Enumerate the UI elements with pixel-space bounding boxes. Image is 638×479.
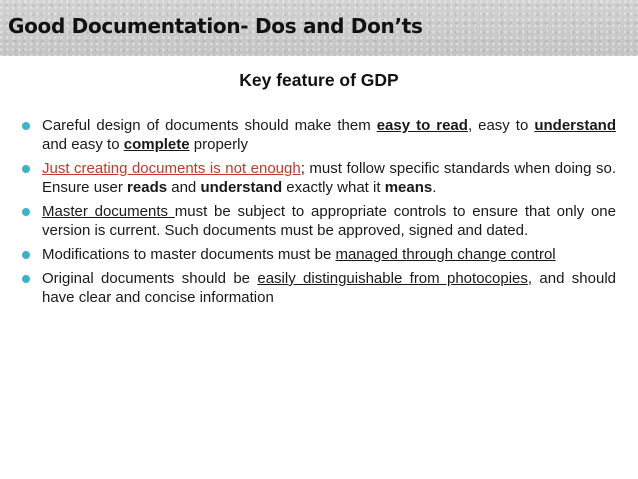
text-run-underline: Master documents bbox=[42, 203, 175, 220]
text-run: Careful design of documents should make them bbox=[42, 117, 377, 134]
bullet-dot-icon bbox=[22, 165, 30, 173]
bullet-dot-icon bbox=[22, 122, 30, 130]
bullet-dot-icon bbox=[22, 208, 30, 216]
title-bar bbox=[0, 0, 638, 56]
text-run-red-underline: Just creating documents is not enough bbox=[42, 160, 301, 177]
text-run-underline: managed through change control bbox=[335, 246, 556, 263]
text-run-bold-underline: easy to read bbox=[376, 117, 468, 134]
text-run: must be subject to appropriate controls to ensure that only one version is current. Such documents must be approved, signed and dated. bbox=[42, 203, 616, 239]
list-item bbox=[22, 159, 616, 197]
text-run: and bbox=[167, 179, 201, 196]
text-run: , easy to bbox=[467, 117, 535, 134]
bullet-list bbox=[22, 116, 616, 312]
section-heading: Key feature of GDP bbox=[239, 70, 399, 90]
text-run-bold-underline: understand bbox=[534, 117, 617, 134]
text-run-bold-underline: complete bbox=[123, 136, 190, 153]
slide-title: Good Documentation- Dos and Don’ts bbox=[8, 14, 423, 38]
bullet-dot-icon bbox=[22, 251, 30, 259]
list-item bbox=[22, 202, 616, 240]
text-run-bold: reads bbox=[127, 179, 168, 196]
bullet-dot-icon bbox=[22, 275, 30, 283]
text-run: . bbox=[432, 179, 437, 196]
text-run: Modifications to master documents must be bbox=[42, 246, 336, 263]
text-run-bold: means bbox=[384, 179, 433, 196]
text-run-bold: understand bbox=[200, 179, 283, 196]
text-run: Original documents should be bbox=[42, 270, 258, 287]
list-item bbox=[22, 245, 616, 264]
text-run: ; must follow specific standards when doing so. Ensure user bbox=[42, 160, 617, 196]
text-run: properly bbox=[189, 136, 248, 153]
text-run: exactly what it bbox=[282, 179, 385, 196]
list-item bbox=[22, 116, 616, 154]
text-run: , and should have clear and concise information bbox=[42, 270, 617, 306]
text-run-underline: easily distinguishable from photocopies bbox=[257, 270, 528, 287]
text-run: and easy to bbox=[42, 136, 124, 153]
list-item bbox=[22, 269, 616, 307]
